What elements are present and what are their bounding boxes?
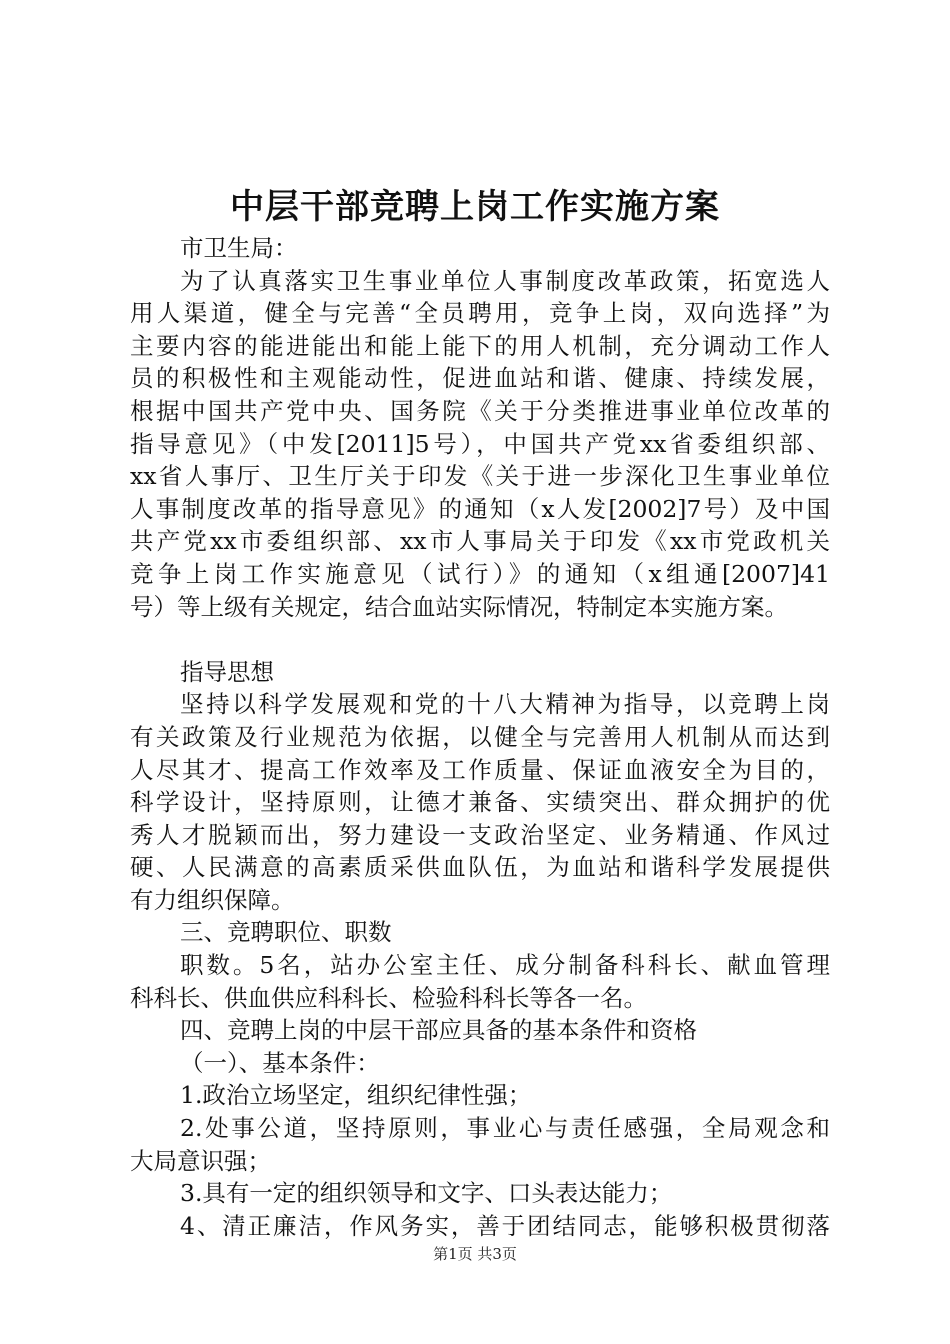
salutation-line: 市卫生局： <box>180 234 298 262</box>
section-heading: 三、竞聘职位、职数 <box>180 918 392 947</box>
list-item: 3.具有一定的组织领导和文字、口头表达能力； <box>180 1179 673 1208</box>
paragraph-line: 有关政策及行业规范为依据，以健全与完善用人机制从而达到 <box>130 722 830 751</box>
paragraph-line: 员的积极性和主观能动性，促进血站和谐、健康、持续发展， <box>130 364 830 393</box>
subsection-heading: （一）、基本条件： <box>180 1048 380 1077</box>
paragraph-line: 指导意见》（中发[2011]5号），中国共产党xx省委组织部、 <box>130 429 830 458</box>
paragraph-line: 职数。5名，站办公室主任、成分制备科科长、献血管理 <box>180 951 830 980</box>
paragraph-line: 坚持以科学发展观和党的十八大精神为指导，以竞聘上岗 <box>180 690 830 719</box>
section-heading: 指导思想 <box>180 657 274 686</box>
paragraph-line: 硬、人民满意的高素质采供血队伍，为血站和谐科学发展提供 <box>130 853 830 882</box>
paragraph-line: 有力组织保障。 <box>130 885 295 914</box>
blank-line <box>130 623 830 656</box>
paragraph-line: 用人渠道，健全与完善“全员聘用，竞争上岗，双向选择”为 <box>130 299 830 328</box>
paragraph-line: 号）等上级有关规定，结合血站实际情况，特制定本实施方案。 <box>130 592 788 621</box>
paragraph-line: 秀人才脱颖而出，努力建设一支政治坚定、业务精通、作风过 <box>130 820 830 849</box>
paragraph-line: 为了认真落实卫生事业单位人事制度改革政策，拓宽选人 <box>180 266 830 295</box>
paragraph-line: 科学设计，坚持原则，让德才兼备、实绩突出、群众拥护的优 <box>130 788 830 817</box>
paragraph-line: 共产党xx市委组织部、xx市人事局关于印发《xx市党政机关 <box>130 527 830 556</box>
paragraph-line: 人事制度改革的指导意见》的通知（x人发[2002]7号）及中国 <box>130 494 830 523</box>
paragraph-line: 人尽其才、提高工作效率及工作质量、保证血液安全为目的， <box>130 755 830 784</box>
section-heading: 四、竞聘上岗的中层干部应具备的基本条件和资格 <box>180 1016 697 1045</box>
document-title: 中层干部竞聘上岗工作实施方案 <box>230 187 720 227</box>
list-item: 4、清正廉洁，作风务实，善于团结同志，能够积极贯彻落 <box>180 1211 830 1240</box>
paragraph-line: xx省人事厅、卫生厅关于印发《关于进一步深化卫生事业单位 <box>130 462 830 491</box>
paragraph-line: 科科长、供血供应科科长、检验科科长等各一名。 <box>130 983 647 1012</box>
paragraph-line: 根据中国共产党中央、国务院《关于分类推进事业单位改革的 <box>130 396 830 425</box>
document-body <box>130 232 830 1242</box>
paragraph-line: 主要内容的能进能出和能上能下的用人机制，充分调动工作人 <box>130 331 830 360</box>
list-item: 2.处事公道，坚持原则，事业心与责任感强，全局观念和 <box>180 1114 830 1143</box>
paragraph-line: 竞争上岗工作实施意见（试行）》的通知（x组通[2007]41 <box>130 559 830 588</box>
list-item-continuation: 大局意识强； <box>130 1146 271 1175</box>
list-item: 1.政治立场坚定，组织纪律性强； <box>180 1081 532 1110</box>
page-footer: 第1页 共3页 <box>433 1245 517 1263</box>
